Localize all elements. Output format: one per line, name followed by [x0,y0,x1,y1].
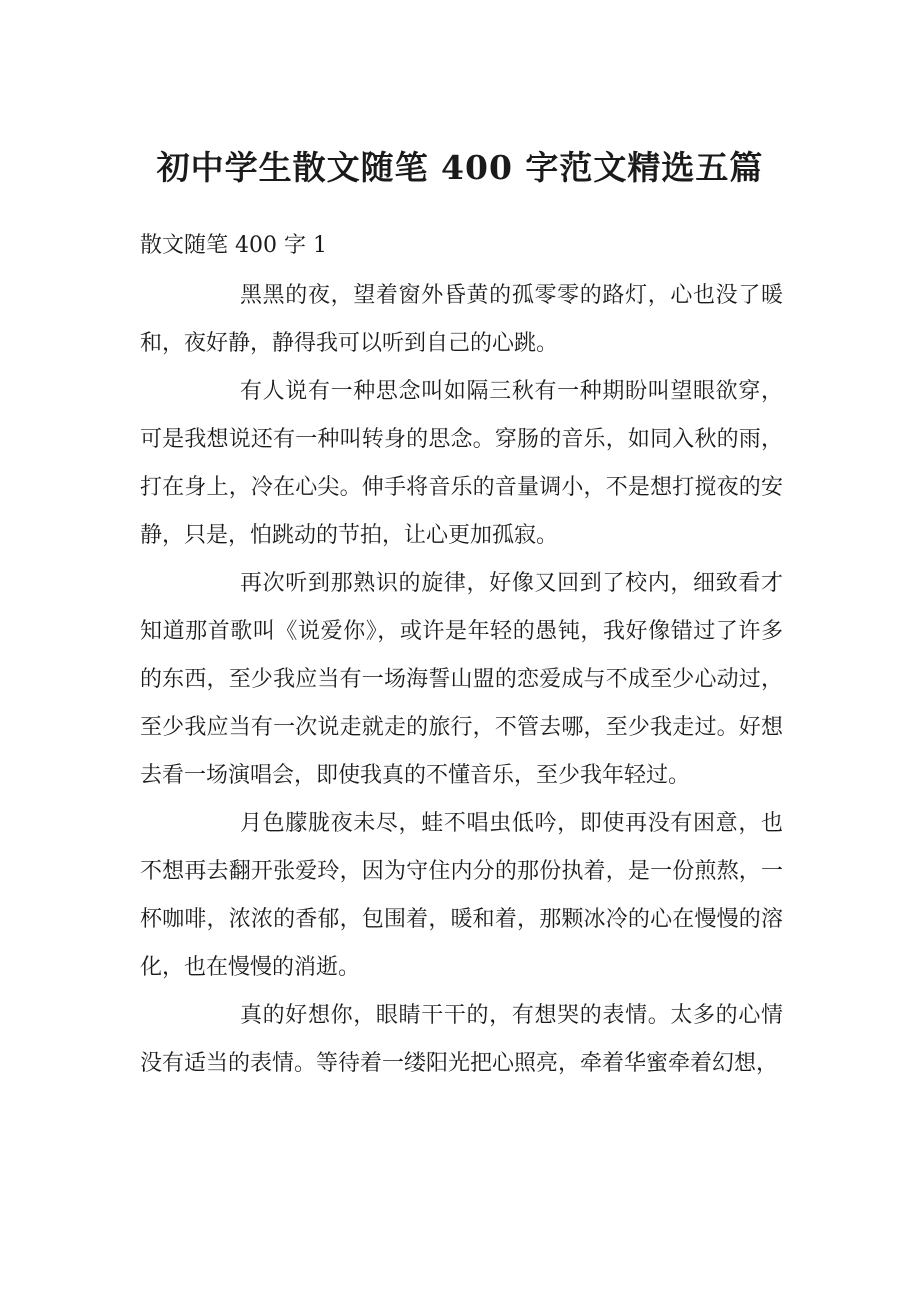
paragraph-1: 黑黑的夜，望着窗外昏黄的孤零零的路灯，心也没了暖和，夜好静，静得我可以听到自己的心跳。 [140,283,783,356]
section-heading: 散文随笔 400 字 1 [140,233,327,258]
document-title: 初中学生散文随笔 400 字范文精选五篇 [156,148,764,187]
paragraph-3: 再次听到那熟识的旋律，好像又回到了校内，细致看才知道那首歌叫《说爱你》，或许是年轻的愚钝，我好像错过了许多的东西，至少我应当有一场海誓山盟的恋爱成与不成至少心动过，至少我应当有一次说走就走的旅行，不管去哪，至少我走过。好想去看一场演唱会，即使我真的不懂音乐，至少我年轻过。 [140,571,783,788]
paragraph-2: 有人说有一种思念叫如隔三秋有一种期盼叫望眼欲穿，可是我想说还有一种叫转身的思念。穿肠的音乐，如同入秋的雨，打在身上，冷在心尖。伸手将音乐的音量调小，不是想打搅夜的安静，只是，怕跳动的节拍，让心更加孤寂。 [140,379,783,548]
paragraph-4: 月色朦胧夜未尽，蛙不唱虫低吟，即使再没有困意，也不想再去翻开张爱玲，因为守住内分的那份执着，是一份煎熬，一杯咖啡，浓浓的香郁，包围着，暖和着，那颗冰冷的心在慢慢的溶化，也在慢慢的消逝。 [140,811,783,980]
paragraph-5: 真的好想你，眼睛干干的，有想哭的表情。太多的心情没有适当的表情。等待着一缕阳光把心照亮，牵着华蜜牵着幻想， [140,1003,783,1076]
article-body [140,272,783,1088]
